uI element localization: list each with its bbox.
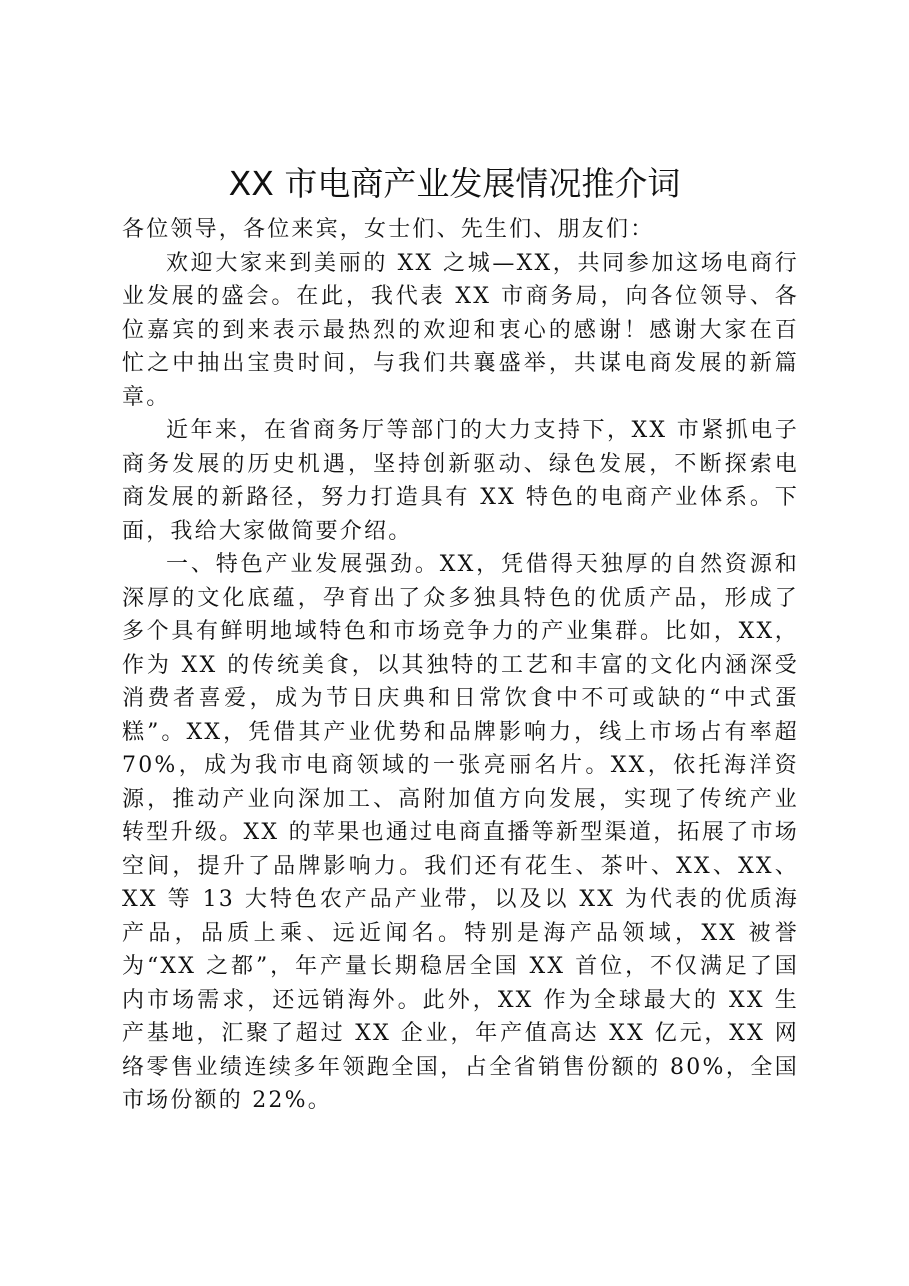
document-body — [122, 213, 799, 1118]
overview-paragraph: 近年来，在省商务厅等部门的大力支持下，XX 市紧抓电子商务发展的历史机遇，坚持创新驱动、绿色发展，不断探索电商发展的新路径，努力打造具有 XX 特色的电商产业体系。下面，我给大家做简要介绍。 — [122, 418, 799, 544]
document-title: XX 市电商产业发展情况推介词 — [228, 164, 681, 203]
welcome-paragraph: 欢迎大家来到美丽的 XX 之城—XX，共同参加这场电商行业发展的盛会。在此，我代表 XX 市商务局，向各位领导、各位嘉宾的到来表示最热烈的欢迎和衷心的感谢！感谢大家在百忙之中抽出宝贵时间，与我们共襄盛举，共谋电商发展的新篇章。 — [122, 250, 799, 410]
salutation-paragraph: 各位领导，各位来宾，女士们、先生们、朋友们： — [122, 217, 655, 242]
industry-paragraph: 一、特色产业发展强劲。XX，凭借得天独厚的自然资源和深厚的文化底蕴，孕育出了众多独具特色的优质产品，形成了多个具有鲜明地域特色和市场竞争力的产业集群。比如，XX，作为 XX 的传统美食，以其独特的工艺和丰富的文化内涵深受消费者喜爱，成为节日庆典和日常饮食中不可或缺的“中式蛋糕”。XX，凭借其产业优势和品牌影响力，线上市场占有率超 70%，成为我市电商领域的一张亮丽名片。XX，依托海洋资源，推动产业向深加工、高附加值方向发展，实现了传统产业转型升级。XX 的苹果也通过电商直播等新型渠道，拓展了市场空间，提升了品牌影响力。我们还有花生、茶叶、XX、XX、XX 等 13 大特色农产品产业带，以及以 XX 为代表的优质海产品，品质上乘、远近闻名。特别是海产品领域，XX 被誉为“XX 之都”，年产量长期稳居全国 XX 首位，不仅满足了国内市场需求，还远销海外。此外，XX 作为全球最大的 XX 生产基地，汇聚了超过 XX 企业，年产值高达 XX 亿元，XX 网络零售业绩连续多年领跑全国，占全省销售份额的 80%，全国市场份额的 22%。 — [122, 552, 799, 1113]
